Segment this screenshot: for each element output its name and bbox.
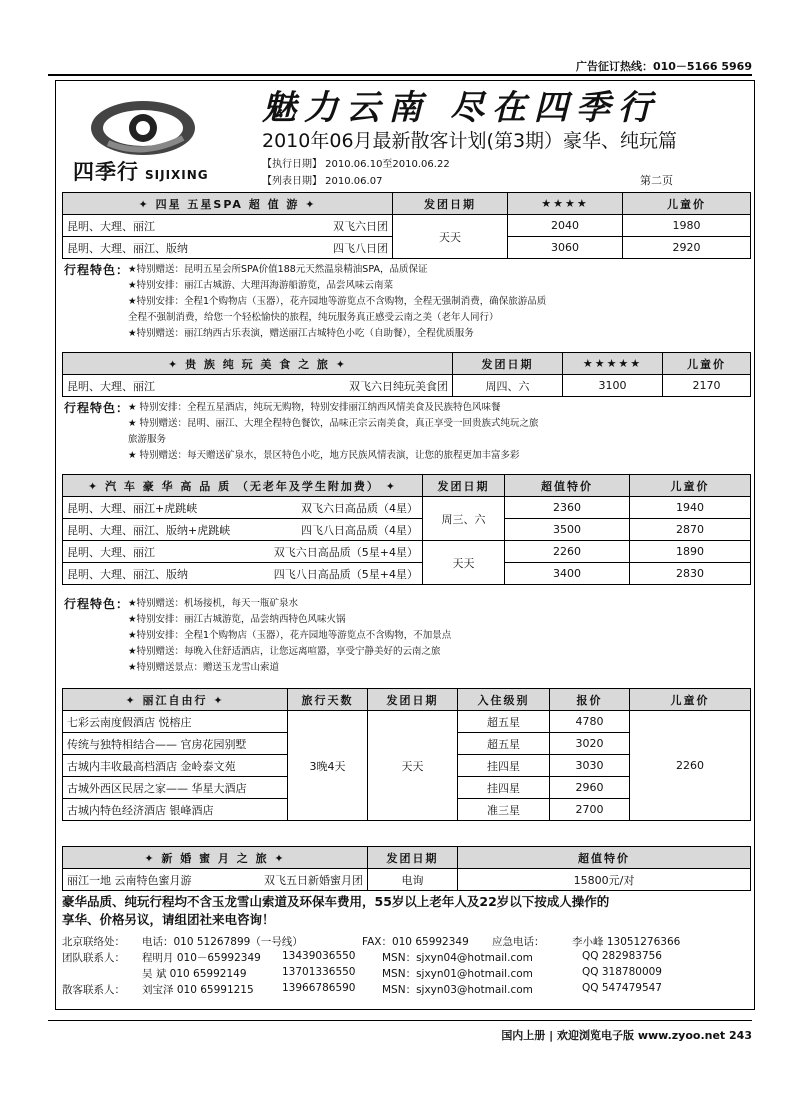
- section-title: ✦ 四星 五星SPA 超 值 游 ✦: [63, 193, 393, 215]
- contact-row: 散客联系人： 刘宝泽 010 65991215 13966786590 MSN：sjxyn03@hotmail.com QQ 547479547: [62, 982, 662, 996]
- section-lijiang-free-table: [62, 688, 751, 821]
- col-date: 发团日期: [393, 193, 508, 215]
- table-row: 古城内特色经济酒店 银峰酒店 准三星 2700: [63, 799, 751, 821]
- table-row: 昆明、大理、丽江 双飞六日高品质（5星+4星） 天天 2260 1890: [63, 541, 751, 563]
- col-price: 超值特价: [505, 475, 630, 497]
- col-child: 儿童价: [630, 475, 751, 497]
- table-row: 传统与独特相结合—— 官房花园别墅 超五星 3020: [63, 733, 751, 755]
- table-row: 古城外西区民居之家—— 华星大酒店 挂四星 2960: [63, 777, 751, 799]
- col-date: 发团日期: [368, 847, 458, 869]
- features-1: 行程特色： ★特别赠送：昆明五星会所SPA价值188元天然温泉精油SPA，品质保证 ★特别安排：丽江古城游、大理洱海游船游览，品尝风味云南菜 ★特别安排：全程1个购物店（玉器），花卉园地等游览点不含购物，全程无强制消费，确保旅游品质 全程不强制消费，给您一个轻松愉快的旅程，纯玩服务真正感受云南之美（老年人同行） ★特别赠送：丽江纳西古乐表演，赠送丽江古城特色小吃（自助餐），全程优质服务: [64, 263, 547, 339]
- top-divider: [48, 74, 752, 76]
- page-subtitle: 2010年06月最新散客计划(第3期）豪华、纯玩篇: [262, 130, 678, 152]
- hotline: 广告征订热线：010－5166 5969: [575, 60, 752, 73]
- col-child: 儿童价: [630, 689, 751, 711]
- table-row: 昆明、大理、丽江 双飞六日纯玩美食团 周四、六 3100 2170: [63, 375, 751, 397]
- col-days: 旅行天数: [288, 689, 368, 711]
- table-row: 昆明、大理、丽江 双飞六日团 天天 2040 1980: [63, 215, 751, 237]
- col-child: 儿童价: [663, 353, 751, 375]
- exec-date: 【执行日期】 2010.06.10至2010.06.22: [262, 159, 450, 170]
- page-footer: 国内上册 | 欢迎浏览电子版 www.zyoo.net 243: [501, 1029, 752, 1042]
- table-row: 昆明、大理、丽江、版纳 四飞八日高品质（5星+4星） 3400 2830: [63, 563, 751, 585]
- section-bus-table: [62, 474, 751, 585]
- col-price: 超值特价: [458, 847, 751, 869]
- table-row: 七彩云南度假酒店 悦榕庄 3晚4天 天天 超五星 4780 2260: [63, 711, 751, 733]
- contact-row: 北京联络处： 电话：010 51267899（一号线） FAX：010 65992349 应急电话： 李小峰 13051276366: [62, 936, 681, 948]
- section-gourmet-table: [62, 352, 751, 397]
- section-title: ✦ 汽 车 豪 华 高 品 质 （无老年及学生附加费） ✦: [63, 475, 423, 497]
- features-2: 行程特色： ★ 特别安排：全程五星酒店，纯玩无购物，特别安排丽江纳西风情美食及民族特色风味餐 ★ 特别赠送：昆明、丽江、大理全程特色餐饮，品味正宗云南美食，真正享受一回贵族式纯玩之旅 旅游服务 ★ 特别赠送：每天赠送矿泉水，景区特色小吃，地方民族风情表演，让您的旅程更加丰富多彩: [64, 401, 539, 461]
- section-title: ✦ 新 婚 蜜 月 之 旅 ✦: [63, 847, 368, 869]
- col-date: 发团日期: [368, 689, 458, 711]
- brand-logo: [58, 98, 228, 188]
- section-spa-table: [62, 192, 751, 259]
- table-row: 古城内丰收最高档酒店 金岭泰文苑 挂四星 3030: [63, 755, 751, 777]
- col-stars: ★★★★★: [563, 353, 663, 375]
- features-3: 行程特色： ★特别赠送：机场接机，每天一瓶矿泉水 ★特别安排：丽江古城游览，品尝纳西特色风味火锅 ★特别安排：全程1个购物店（玉器），花卉园地等游览点不含购物，不加景点 ★特别赠送：每晚入住舒适酒店，让您远离喧嚣，享受宁静美好的云南之旅 ★特别赠送景点：赠送玉龙雪山索道: [64, 597, 452, 673]
- bottom-divider: [48, 1020, 752, 1021]
- contact-row: 团队联系人： 程明月 010－65992349 13439036550 MSN：sjxyn04@hotmail.com QQ 282983756: [62, 950, 662, 964]
- col-child: 儿童价: [623, 193, 751, 215]
- col-stars: ★★★★: [508, 193, 623, 215]
- table-row: 昆明、大理、丽江、版纳+虎跳峡 四飞八日高品质（4星） 3500 2870: [63, 519, 751, 541]
- table-row: 昆明、大理、丽江、版纳 四飞八日团 3060 2920: [63, 237, 751, 259]
- table-row: 丽江一地 云南特色蜜月游 双飞五日新婚蜜月团 电询 15800元/对: [63, 869, 751, 891]
- col-level: 入住级别: [458, 689, 550, 711]
- page-label: 第二页: [640, 174, 673, 187]
- table-row: 昆明、大理、丽江+虎跳峡 双飞六日高品质（4星） 周三、六 2360 1940: [63, 497, 751, 519]
- footer-note: 豪华品质、纯玩行程均不含玉龙雪山索道及环保车费用，55岁以上老年人及22岁以下按成人操作的 享华、价格另议，请组团社来电咨询！: [62, 894, 610, 927]
- section-honeymoon-table: [62, 846, 751, 891]
- contact-row: 吴 斌 010 65992149 13701336550 MSN：sjxyn01@hotmail.com QQ 318780009: [142, 966, 662, 980]
- section-title: ✦ 丽江自由行 ✦: [63, 689, 288, 711]
- col-date: 发团日期: [453, 353, 563, 375]
- brand-name: 四季行 SIJIXING: [73, 160, 209, 184]
- col-price: 报价: [550, 689, 630, 711]
- list-date: 【列表日期】 2010.06.07: [262, 176, 383, 187]
- logo-emblem-icon: [88, 98, 198, 158]
- page-title: 魅力云南 尽在四季行: [262, 88, 660, 128]
- section-title: ✦ 贵 族 纯 玩 美 食 之 旅 ✦: [63, 353, 453, 375]
- col-date: 发团日期: [423, 475, 505, 497]
